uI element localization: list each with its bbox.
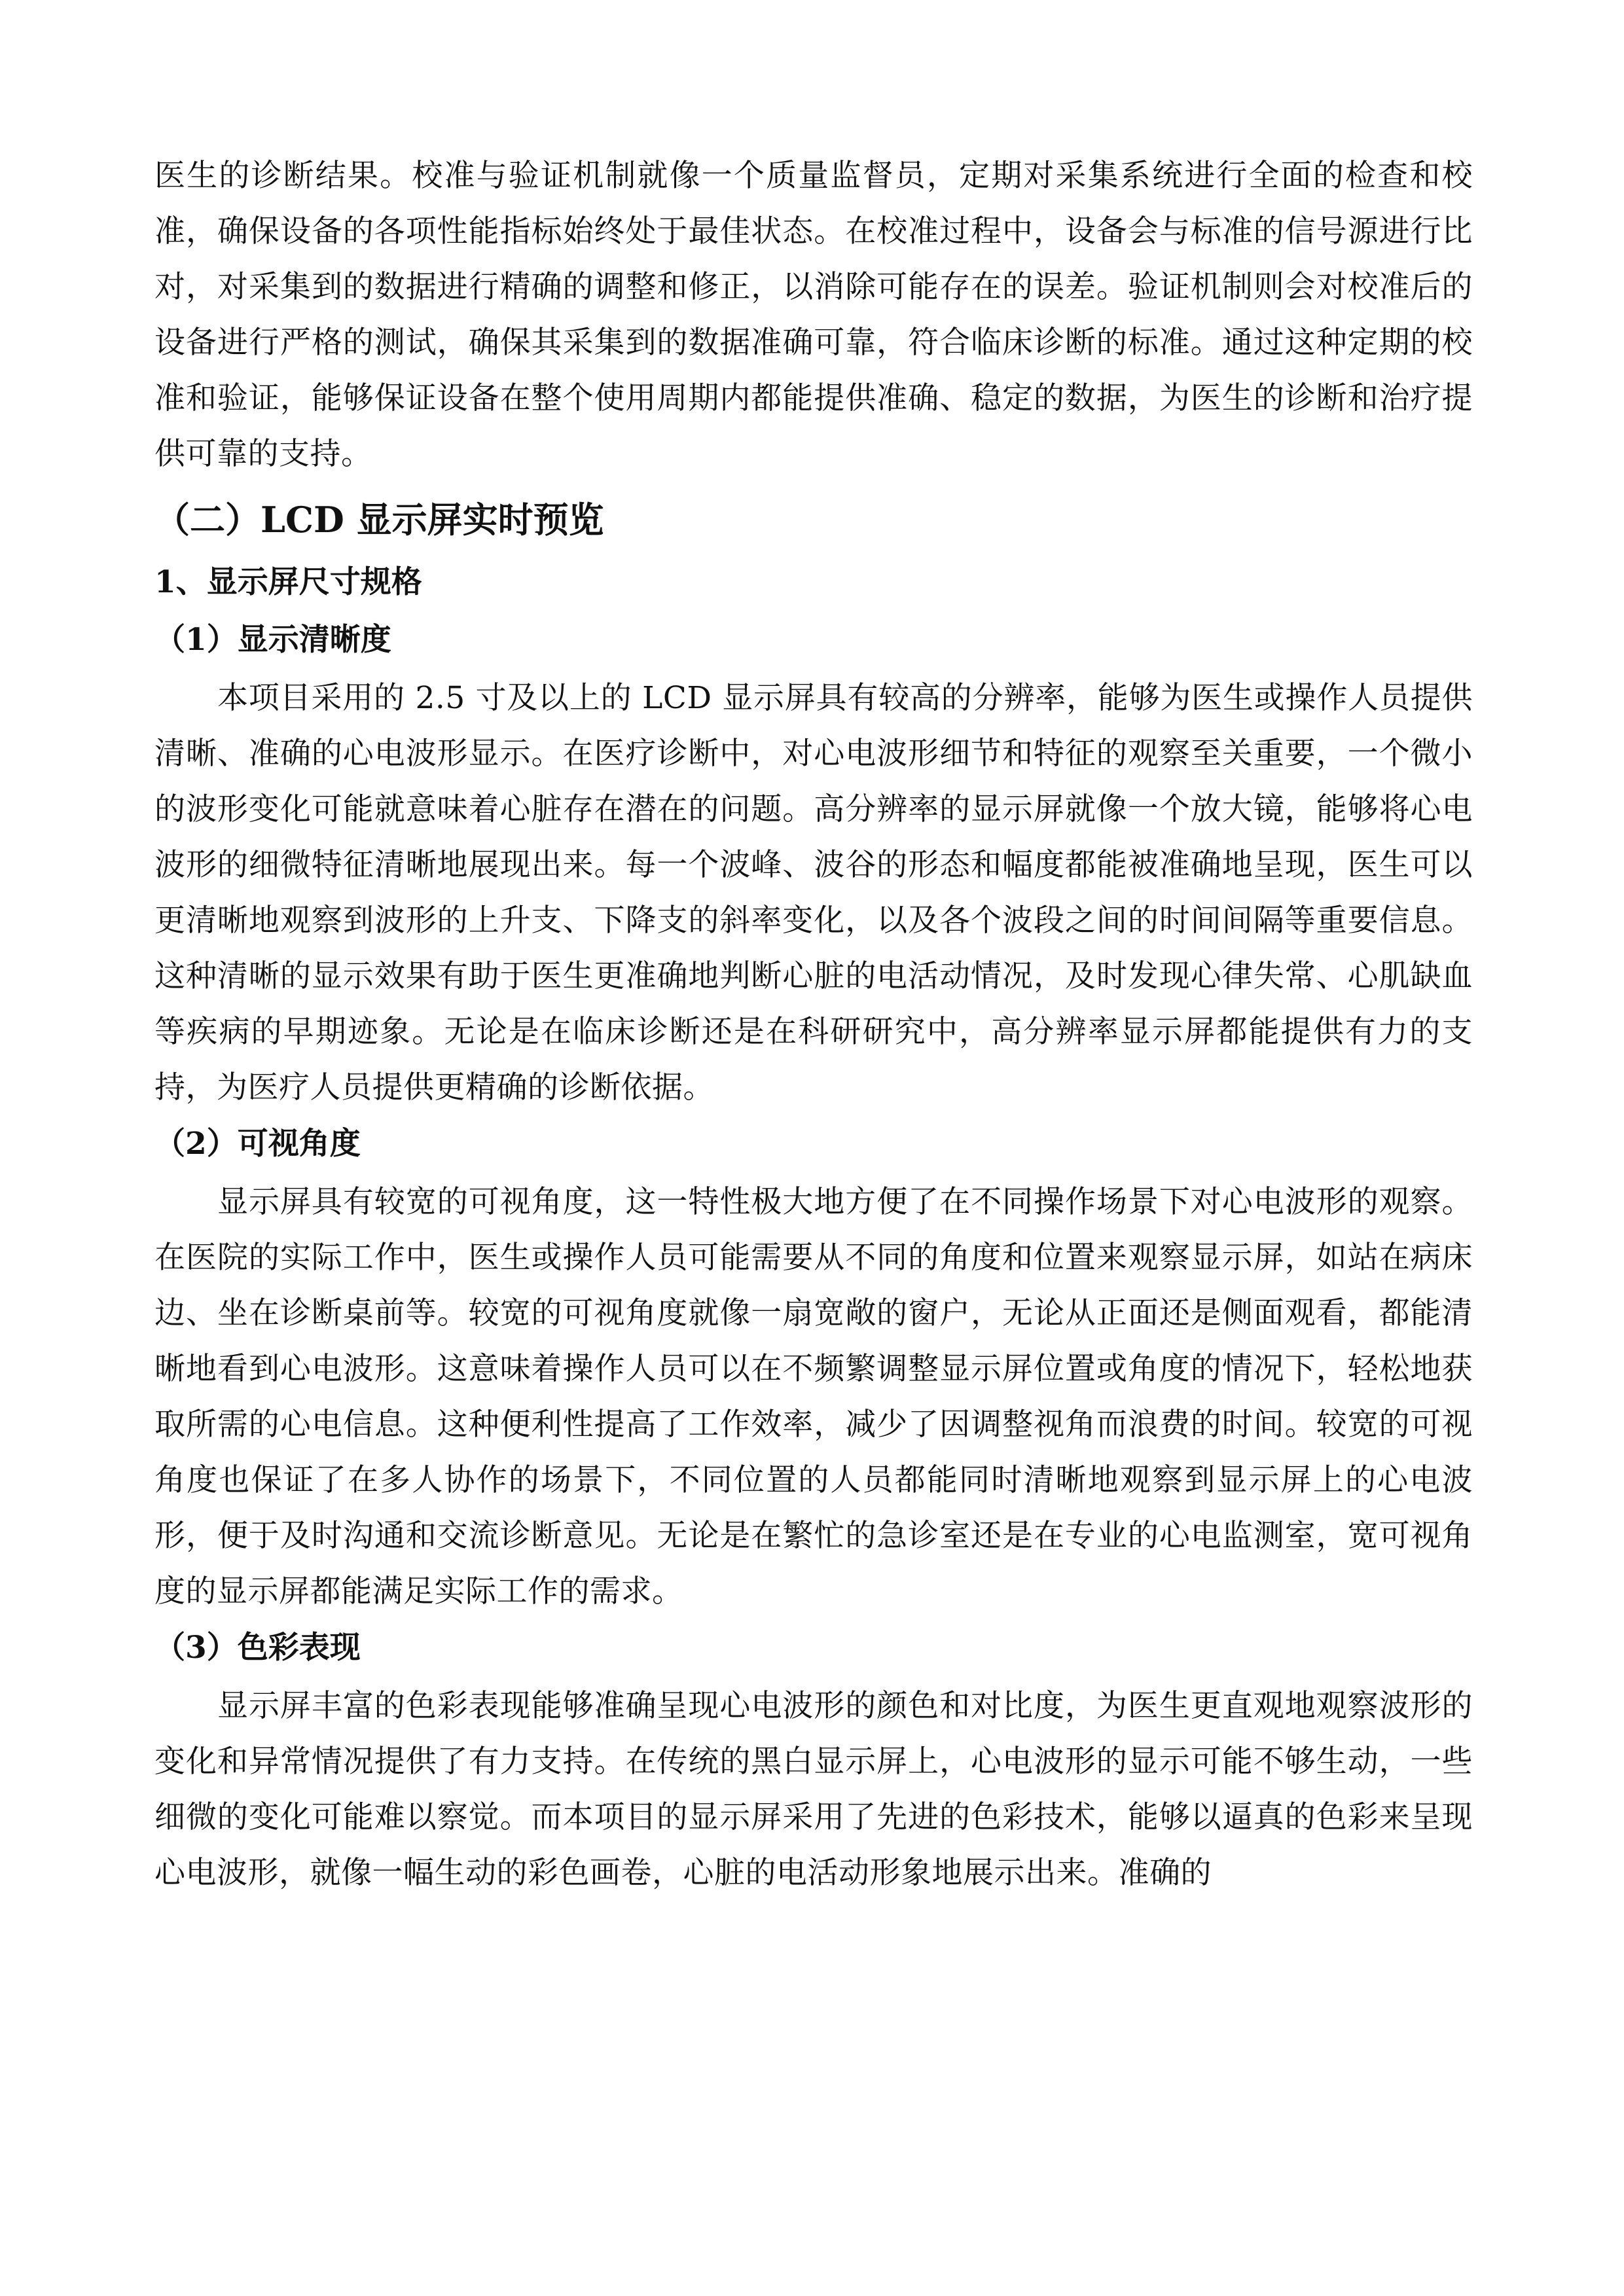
paragraph-viewing-angle: 显示屏具有较宽的可视角度，这一特性极大地方便了在不同操作场景下对心电波形的观察。在医院的实际工作中，医生或操作人员可能需要从不同的角度和位置来观察显示屏，如站在病床边、坐在诊断桌前等。较宽的可视角度就像一扇宽敞的窗户，无论从正面还是侧面观看，都能清晰地看到心电波形。这意味着操作人员可以在不频繁调整显示屏位置或角度的情况下，轻松地获取所需的心电信息。这种便利性提高了工作效率，减少了因调整视角而浪费的时间。较宽的可视角度也保证了在多人协作的场景下，不同位置的人员都能同时清晰地观察到显示屏上的心电波形，便于及时沟通和交流诊断意见。无论是在繁忙的急诊室还是在专业的心电监测室，宽可视角度的显示屏都能满足实际工作的需求。 xyxy=(154,1184,1473,1609)
heading-display-clarity: （1）显示清晰度 xyxy=(154,622,391,658)
heading-color-performance: （3）色彩表现 xyxy=(154,1630,361,1666)
paragraph-color-performance: 显示屏丰富的色彩表现能够准确呈现心电波形的颜色和对比度，为医生更直观地观察波形的变化和异常情况提供了有力支持。在传统的黑白显示屏上，心电波形的显示可能不够生动，一些细微的变化可能难以察觉。而本项目的显示屏采用了先进的色彩技术，能够以逼真的色彩来呈现心电波形，就像一幅生动的彩色画卷，心脏的电活动形象地展示出来。准确的 xyxy=(154,1688,1473,1891)
paragraph-display-clarity: 本项目采用的 2.5 寸及以上的 LCD 显示屏具有较高的分辨率，能够为医生或操作人员提供清晰、准确的心电波形显示。在医疗诊断中，对心电波形细节和特征的观察至关重要，一个微小的波形变化可能就意味着心脏存在潜在的问题。高分辨率的显示屏就像一个放大镜，能够将心电波形的细微特征清晰地展现出来。每一个波峰、波谷的形态和幅度都能被准确地呈现，医生可以更清晰地观察到波形的上升支、下降支的斜率变化，以及各个波段之间的时间间隔等重要信息。这种清晰的显示效果有助于医生更准确地判断心脏的电活动情况，及时发现心律失常、心肌缺血等疾病的早期迹象。无论是在临床诊断还是在科研研究中，高分辨率显示屏都能提供有力的支持，为医疗人员提供更精确的诊断依据。 xyxy=(154,680,1473,1105)
subsection-heading-display-size: 1、显示屏尺寸规格 xyxy=(154,564,422,600)
paragraph-calibration-continued: 医生的诊断结果。校准与验证机制就像一个质量监督员，定期对采集系统进行全面的检查和校准，确保设备的各项性能指标始终处于最佳状态。在校准过程中，设备会与标准的信号源进行比对，对采集到的数据进行精确的调整和修正，以消除可能存在的误差。验证机制则会对校准后的设备进行严格的测试，确保其采集到的数据准确可靠，符合临床诊断的标准。通过这种定期的校准和验证，能够保证设备在整个使用周期内都能提供准确、稳定的数据，为医生的诊断和治疗提供可靠的支持。 xyxy=(154,158,1473,472)
document-content xyxy=(154,148,1473,1901)
heading-viewing-angle: （2）可视角度 xyxy=(154,1126,361,1162)
section-heading-lcd-preview: （二）LCD 显示屏实时预览 xyxy=(154,499,604,541)
